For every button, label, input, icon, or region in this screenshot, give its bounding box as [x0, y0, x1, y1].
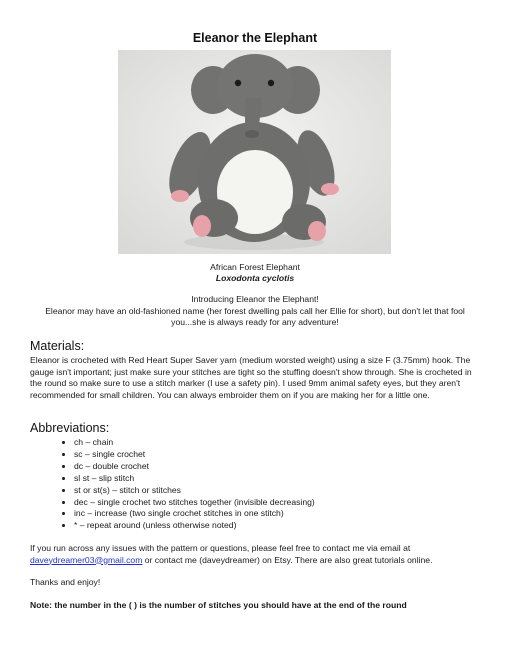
stitch-count-note: Note: the number in the ( ) is the number of stitches you should have at the end of the round	[30, 600, 407, 610]
abbreviation-item: • dec – single crochet two stitches together (invisible decreasing)	[74, 497, 315, 509]
materials-heading: Materials:	[30, 339, 85, 353]
abbreviation-item: • st or st(s) – stitch or stitches	[74, 485, 315, 497]
abbreviation-item: • sc – single crochet	[74, 449, 315, 461]
intro-line-2: Eleanor may have an old-fashioned name (her forest dwelling pals call her Ellie for short), but don't let that fool you...she is always ready for any adventure!	[45, 305, 465, 327]
contact-before: If you run across any issues with the pattern or questions, please feel free to contact me via email at	[30, 543, 411, 553]
intro-line-1: Introducing Eleanor the Elephant!	[191, 294, 319, 304]
page-title: Eleanor the Elephant	[192, 31, 318, 45]
abbreviation-item: • * – repeat around (unless otherwise noted)	[74, 520, 315, 532]
common-name: African Forest Elephant	[210, 262, 300, 272]
photo-caption	[0, 262, 510, 284]
contact-text	[30, 543, 482, 566]
elephant-illustration	[118, 50, 391, 254]
materials-text: Eleanor is crocheted with Red Heart Super Saver yarn (medium worsted weight) using a size F (3.75mm) hook. The gauge isn't important; just make sure your stitches are tight so the stuffing doesn't show through. She is crocheted in the round so make sure to use a stitch marker (I use a safety pin). I used 9mm animal safety eyes, but they aren't recommended for small children. You can always embroider them on if you are making her for a little one.	[30, 355, 472, 400]
abbreviation-item: • sl st – slip stitch	[74, 473, 315, 485]
abbreviation-item: • inc – increase (two single crochet stitches in one stitch)	[74, 508, 315, 520]
contact-after: or contact me (daveydreamer) on Etsy. There are also great tutorials online.	[142, 554, 433, 565]
abbreviation-item: • dc – double crochet	[74, 461, 315, 473]
abbreviation-item: • ch – chain	[74, 437, 315, 449]
scientific-name: Loxodonta cyclotis	[215, 273, 295, 283]
email-link[interactable]: daveydreamer03@gmail.com	[30, 554, 143, 565]
intro-text	[28, 294, 482, 329]
abbreviations-heading: Abbreviations:	[30, 421, 110, 435]
thanks-text: Thanks and enjoy!	[30, 577, 101, 587]
elephant-photo	[118, 50, 391, 254]
abbreviations-list	[62, 437, 315, 532]
